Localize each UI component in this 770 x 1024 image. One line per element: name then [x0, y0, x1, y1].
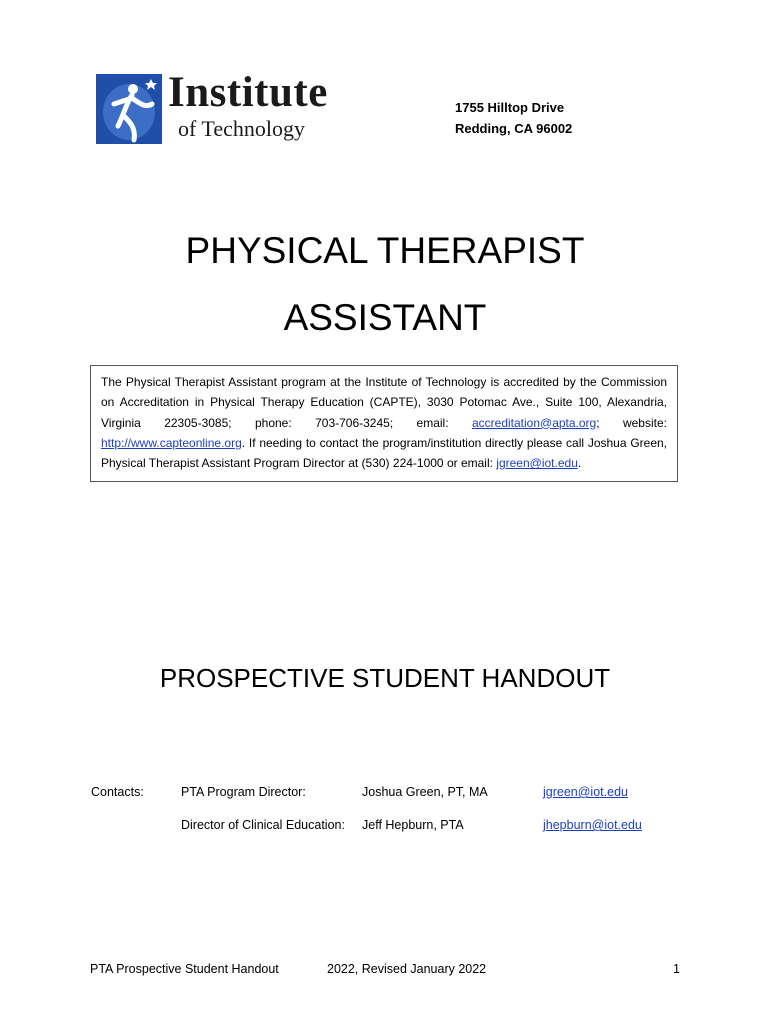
- accreditation-text: The Physical Therapist Assistant program at the Institute of Technology is accredited by the Commission on Accreditation in Physical Therapy Education (CAPTE), 3030 Potomac Ave., Suite 100, Alexandria, Virginia 22305-3085; phone: 703-706-3245; email:: [101, 375, 667, 430]
- contact-email-link[interactable]: jgreen@iot.edu: [543, 785, 628, 799]
- contact-role: PTA Program Director:: [181, 785, 306, 799]
- accreditation-text-website-label: ; website:: [596, 415, 667, 430]
- logo-figure-icon: [96, 74, 162, 144]
- contact-role: Director of Clinical Education:: [181, 818, 345, 832]
- capte-website-link[interactable]: http://www.capteonline.org: [101, 435, 242, 450]
- footer-date: 2022, Revised January 2022: [327, 962, 487, 976]
- page-title-line1: PHYSICAL THERAPIST: [185, 230, 585, 271]
- contact-name: Joshua Green, PT, MA: [362, 785, 488, 799]
- contact-email: [543, 818, 642, 832]
- address-block: [455, 97, 572, 139]
- footer-document-name: PTA Prospective Student Handout: [90, 962, 279, 976]
- accreditation-box: [90, 365, 678, 482]
- footer-page-number: 1: [673, 962, 680, 976]
- address-street: 1755 Hilltop Drive: [455, 100, 565, 115]
- director-email-link[interactable]: jgreen@iot.edu: [496, 456, 578, 471]
- contacts-label: Contacts:: [91, 785, 144, 799]
- page-title-line2: ASSISTANT: [283, 297, 487, 338]
- logo-text-of-technology: of Technology: [178, 116, 305, 141]
- accreditation-text-contact: . If needing to contact the program/institution directly please call Joshua Green, Physical Therapist Assistant Program Director at (530) 224-1000 or email:: [101, 435, 667, 471]
- handout-title: PROSPECTIVE STUDENT HANDOUT: [159, 663, 611, 693]
- contact-name: Jeff Hepburn, PTA: [362, 818, 464, 832]
- institute-logo: [96, 69, 346, 146]
- accreditation-email-link[interactable]: accreditation@apta.org: [471, 415, 597, 430]
- accreditation-text-end: .: [577, 456, 582, 471]
- contact-email-link[interactable]: jhepburn@iot.edu: [543, 818, 642, 832]
- logo-text-institute: Institute: [168, 69, 328, 116]
- contact-email: [543, 785, 628, 799]
- address-city: Redding, CA 96002: [455, 121, 573, 136]
